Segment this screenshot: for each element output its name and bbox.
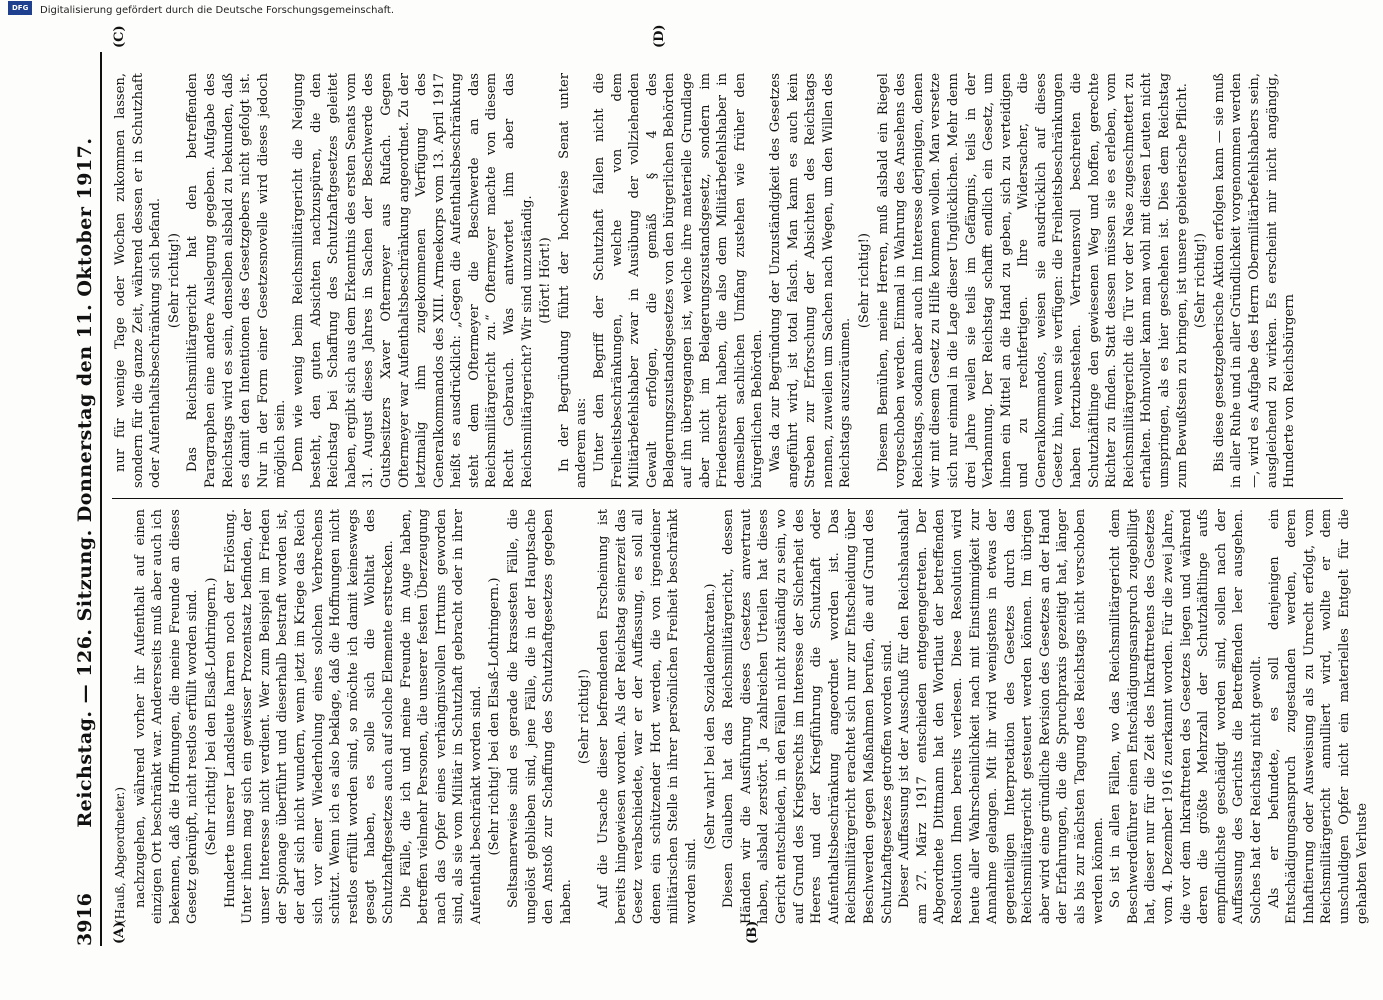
page-title: Reichstag. — 126. Sitzung. Donnerstag den 11. Oktober 1917.: [74, 137, 96, 828]
paragraph: Diesen Glauben hat das Reichsmilitärgericht, dessen Händen wir die Ausführung dieses Gesetzes anvertraut haben, alsbald zerstört. Ja zahlreichen Urteilen hat dieses Gericht entschieden, in den Fällen nicht zuständig zu sein, wo auf Grund des Kriegsrechts im Interesse der Sicherheit des Heeres und der Kriegführung die Schutzhaft oder Aufenthaltsbeschränkung angeordnet worden ist. Das Reichsmilitärgericht erachtet sich nur zur Entscheidung über Beschwerden gegen Maßnahmen berufen, die auf Grund des Schutzhaftgesetzes getroffen worden sind.: [721, 509, 895, 924]
paragraph: nur für wenige Tage oder Wochen zukommen lassen, sondern für die ganze Zeit, während dessen er in Schutzhaft oder Aufenthaltsbeschränkung sich befand.: [113, 73, 164, 488]
interjection: (Sehr richtig!): [856, 232, 872, 329]
page-header: [62, 52, 102, 946]
paragraph: Seltsamerweise sind es gerade die krassesten Fälle, die ungelöst geblieben sind, jene Fälle, die in der Hauptsache den Anstoß zur Schaffung des Schutzhaftgesetzes gegeben haben.: [506, 509, 574, 924]
paragraph: Hunderte unserer Landsleute harren noch der Erlösung. Unter ihnen mag sich ein gewisser Prozentsatz befinden, der unser Interesse nicht verdient. Wer zum Beispiel im Frieden der Spionage überführt und dieserhalb bestraft worden ist, der darf sich nicht wundern, wenn jetzt im Kriege das Reich sich vor einer Wiederholung eines solchen Verbrechens schützt. Wenn ich es also beklage, daß die Hoffnungen nicht restlos erfüllt worden sind, so möchte ich damit keineswegs gesagt haben, es solle sich die Wohltat des Schutzhaftgesetzes auch auf solche Elemente erstrecken.: [222, 509, 396, 924]
paragraph: Diesem Bemühen, meine Herren, muß alsbald ein Riegel vorgeschoben werden. Einmal in Wahrung des Ansehens des Reichstags, sodann aber auch im Interesse derjenigen, denen wir mit diesem Gesetz zu Hilfe kommen wollen. Man versetze sich nur einmal in die Lage dieser Unglücklichen. Mehr denn drei Jahre weilen sie teils im Gefängnis, teils in der Verbannung. Der Reichstag schafft endlich ein Gesetz, um ihnen ein Mittel an die Hand zu geben, sich zu verteidigen und zu rechtfertigen. Ihre Widersacher, die Generalkommandos, weisen sie ausdrücklich auf dieses Gesetz hin, wenn sie verfügen: die Freiheitsbeschränkungen haben fortzubestehen. Vertrauensvoll beschreiten die Schutzhäftlinge den gewiesenen Weg und hoffen, gerechte Richter zu finden. Statt dessen müssen sie es erleben, vom Reichsmilitärgericht die Tür vor der Nase zugeschmettert zu erhalten. Hohnvoller kann man wohl mit diesen Leuten nicht umspringen, als es hier geschehen ist. Dies dem Reichstag zum Bewußtsein zu bringen, ist unsere gebieterische Pflicht.: [875, 73, 1190, 488]
paragraph: Das Reichsmilitärgericht hat den betreffenden Paragraphen eine andere Auslegung gegeben. Aufgabe des Reichstags wird es sein, denselben alsbald zu bekunden, daß es damit den Intentionen des Gesetzgebers nicht gefolgt ist. Nur in der Form einer Gesetzesnovelle wird dieses jedoch möglich sein.: [185, 73, 289, 488]
right-text-column: [112, 73, 1343, 488]
column-divider: [112, 498, 1343, 499]
paragraph: Bis diese gesetzgeberische Aktion erfolgen kann — sie muß in aller Ruhe und in aller Gründlichkeit vorgenommen werden —, wird es Aufgabe des Herrn Obermilitärbefehlshabers sein, ausgleichend zu wirken. Es erscheint mir nicht angängig, Hunderte von Reichsbürgern: [1211, 73, 1298, 488]
interjection: (Sehr wahr! bei den Sozialdemokraten.): [702, 583, 718, 850]
margin-marker-c: (C): [112, 25, 127, 48]
interjection: (Hört! Hört!): [538, 237, 554, 324]
paragraph: Dieser Auffassung ist der Ausschuß für den Reichshaushalt am 27. März 1917 entschieden entgegengetreten. Der Abgeordnete Dittmann hat den Wortlaut der betreffenden Resolution Ihnen bereits verlesen. Diese Resolution wird heute aller Wahrscheinlichkeit nach mit Einstimmigkeit zur Annahme gelangen. Mit ihr wird wenigstens in etwas der gegenteiligen Interpretation des Gesetzes durch das Reichsmilitärgericht gesteuert werden können. Im übrigen aber wird eine gründliche Revision des Gesetzes an der Hand der Erfahrungen, die die Spruchpraxis gezeitigt hat, länger als bis zur nächsten Tagung des Reichstags nicht verschoben werden können.: [897, 509, 1106, 924]
paragraph: Als er befundete, es soll denjenigen ein Entschädigungsanspruch zugestanden werden, deren Inhaftierung oder Ausweisung als zu Unrecht erfolgt, vom Reichsmilitärgericht annulliert wird, wollte er dem unschuldigen Opfer nicht ein materielles Entgelt für die gehabten Verluste: [1266, 509, 1370, 924]
interjection: (Sehr richtig! bei den Elsaß-Lothringern.): [487, 577, 503, 856]
paragraph: Denn wie wenig beim Reichsmilitärgericht die Neigung besteht, den guten Absichten nachzuspüren, die den Reichstag bei Schaffung des Schutzhaftgesetzes geleitet haben, ergibt sich aus dem Erkenntnis des ersten Senats vom 31. August dieses Jahres in Sachen der Beschwerde des Gutsbesitzers Xaver Oftermeyer aus Rufach. Gegen Oftermeyer war Aufenthaltsbeschränkung angeordnet. Zu der letztmalig ihm zugekommenen Verfügung des Generalkommandos des XIII. Armeekorps vom 13. April 1917 heißt es ausdrücklich: „Gegen die Aufenthaltsbeschränkung steht dem Oftermeyer die Beschwerde an das Reichsmilitärgericht zu.“ Oftermeyer machte von diesem Recht Gebrauch. Was antwortet ihm aber das Reichsmilitärgericht? Wir sind unzuständig.: [290, 73, 535, 488]
paragraph: In der Begründung führt der hochweise Senat unter anderem aus:: [556, 73, 590, 488]
left-text-column: [112, 509, 1370, 924]
margin-marker-b: (B): [745, 920, 760, 944]
margin-marker-a: (A): [112, 921, 127, 944]
speaker-label: (Hauß, Abgeordneter.): [113, 786, 127, 924]
dfg-logo: DFG: [8, 1, 32, 15]
paragraph: Auf die Ursache dieser befremdenden Erscheinung ist bereits hingewiesen worden. Als der Reichstag seinerzeit das Gesetz verabschiedete, war er der Auffassung, es soll all denen ein schützender Hort werden, die von irgendeiner militärischen Stelle in ihrer persönlichen Freiheit beschränkt worden sind.: [596, 509, 699, 924]
interjection: (Sehr richtig!): [166, 232, 182, 329]
interjection: (Sehr richtig! bei den Elsaß-Lothringern.): [203, 577, 219, 856]
interjection: (Sehr richtig!): [1193, 232, 1209, 329]
paragraph: Die Fälle, die ich und meine Freunde im Auge haben, betreffen vielmehr Personen, die unserer festen Überzeugung nach das Opfer eines verhängnisvollen Irrtums geworden sind, als sie vom Militär in Schutzhaft gebracht oder in ihrer Aufenthalt beschränkt worden sind.: [398, 509, 484, 924]
interjection: (Sehr richtig!): [577, 668, 593, 765]
page-number: 3916: [74, 893, 96, 946]
paragraph: nachzugehen, während vorher ihr Aufenthalt auf einen einzigen Ort beschränkt war. Andererseits muß aber auch ich bekennen, daß die Hoffnungen, die meine Freunde an dieses Gesetz geknüpft, nicht restlos erfüllt worden sind.: [132, 509, 201, 924]
paragraph: So ist in allen Fällen, wo das Reichsmilitärgericht dem Beschwerdeführer einen Entschädigungsanspruch zugebilligt hat, dieser nur für die Zeit des Inkrafttretens des Gesetzes vom 4. Dezember 1916 zuerkannt worden. Für die zwei Jahre, die vor dem Inkrafttreten des Gesetzes liegen und während deren die größte Mehrzahl der Schutzhäftlinge aufs empfindlichste geschädigt worden sind, sollen nach der Auffassung des Gerichts die Betreffenden leer ausgehen. Solches hat der Reichstag nicht gewollt.: [1108, 509, 1264, 924]
digitization-credit: [0, 0, 1383, 20]
paragraph: Was da zur Begründung der Unzuständigkeit des Gesetzes angeführt wird, ist total falsch. Man kann es auch kein Streben zur Erforschung der Absichten des Reichstags nennen, zuweilen um Sachen nach Wegen, um den Willen des Reichstags auszuräumen.: [767, 73, 854, 488]
paragraph: Unter den Begriff der Schutzhaft fallen nicht die Freiheitsbeschränkungen, welche von dem Militärbefehlshaber zwar in Ausübung der vollziehenden Gewalt erfolgen, die gemäß § 4 des Belagerungszustandsgesetzes von den bürgerlichen Behörden auf ihn übergegangen ist, welche ihre materielle Grundlage aber nicht im Belagerungszustandsgesetz, sondern im Friedensrecht haben, die also dem Militärbefehlshaber in demselben sachlichen Umfang zustehen wie früher den bürgerlichen Behörden.: [592, 73, 766, 488]
margin-marker-d: (D): [652, 24, 667, 48]
credit-text: Digitalisierung gefördert durch die Deutsche Forschungsgemeinschaft.: [40, 5, 395, 16]
